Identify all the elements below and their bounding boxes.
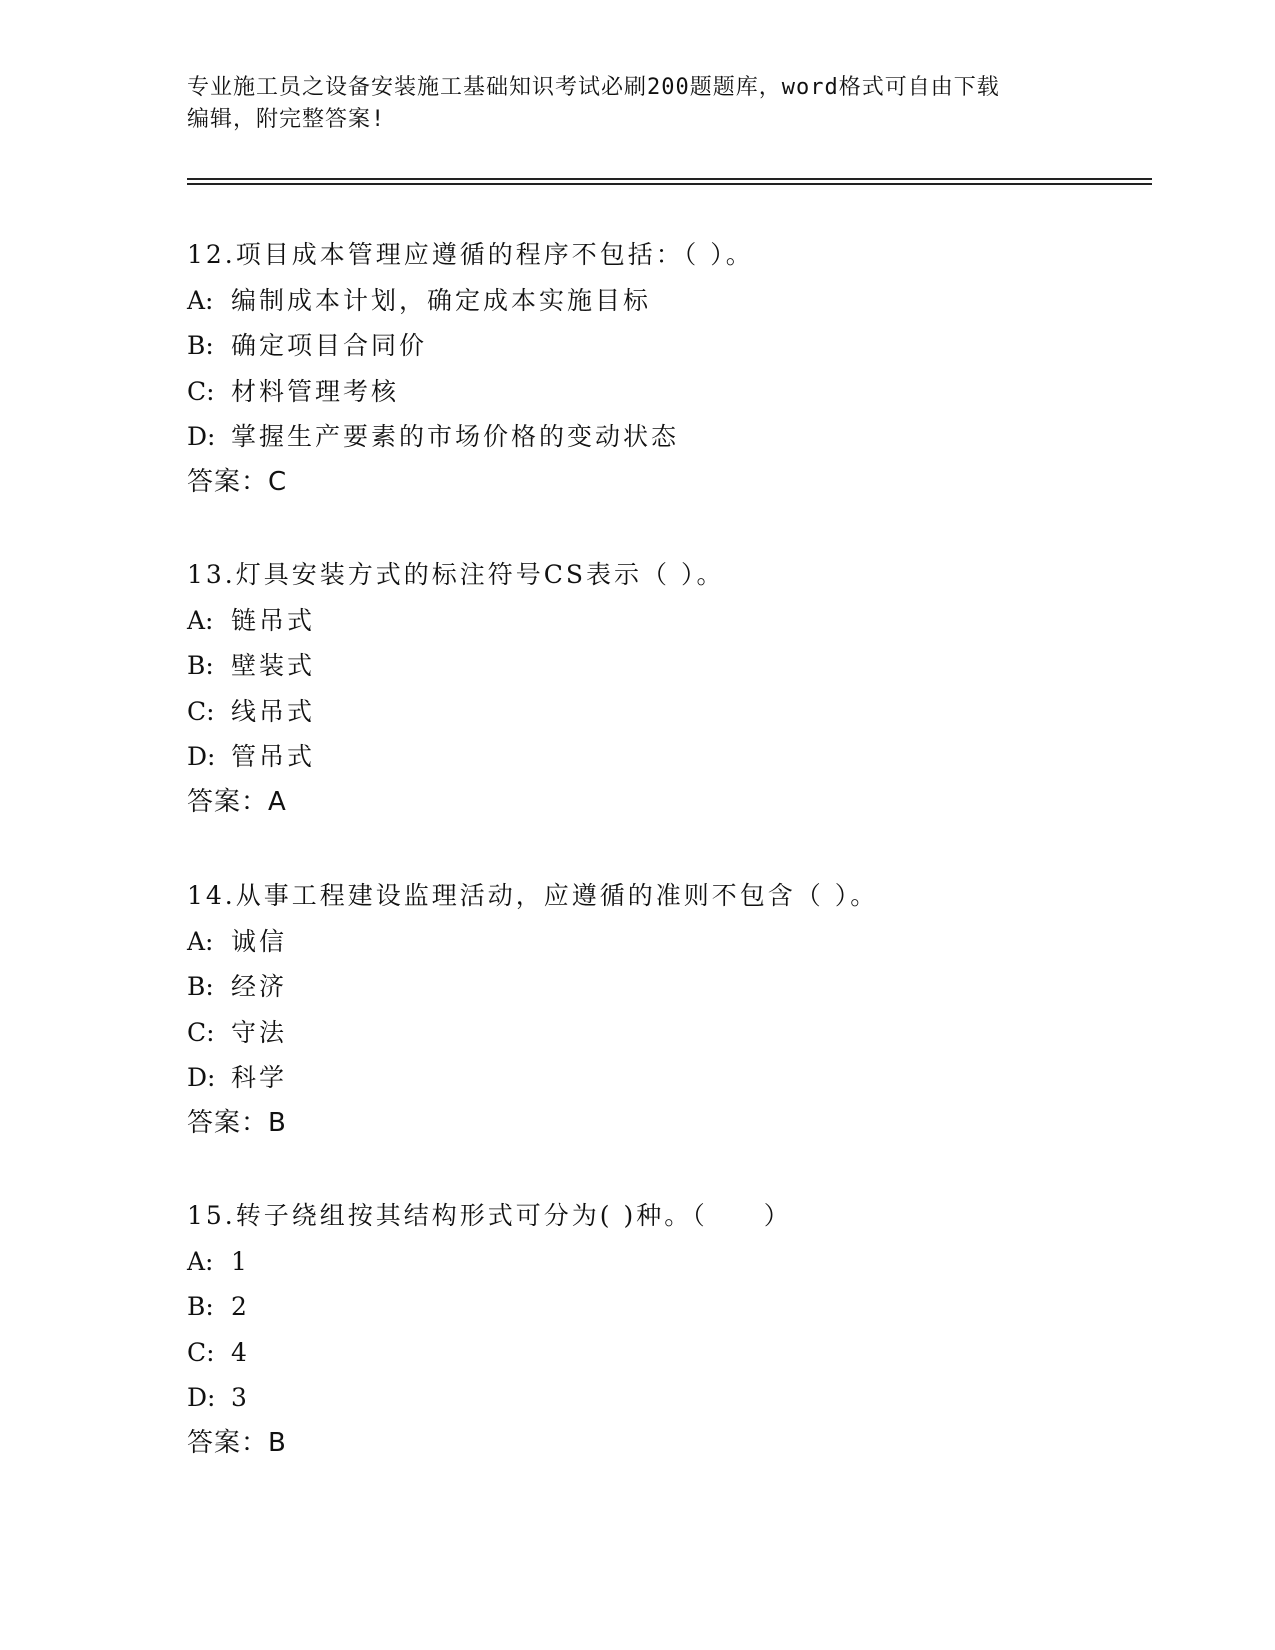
- option-text: 3: [231, 1383, 250, 1412]
- header-title-line-1: 专业施工员之设备安装施工基础知识考试必刷200题题库，word格式可自由下载: [187, 75, 1000, 100]
- option-text: 2: [231, 1292, 250, 1321]
- option-letter: A:: [187, 605, 214, 635]
- question-option: [187, 278, 1147, 324]
- document-header: [187, 72, 1087, 136]
- option-letter: D:: [187, 1383, 216, 1412]
- question-option: [187, 1055, 1147, 1101]
- option-letter: B:: [187, 651, 214, 680]
- question-stem: 15.转子绕组按其结构形式可分为( )种。（ ）: [187, 1201, 792, 1230]
- header-divider-bottom: [187, 183, 1152, 185]
- question-answer: 答案：B: [187, 1427, 287, 1458]
- option-letter: D:: [187, 1063, 216, 1092]
- option-text: 1: [231, 1246, 250, 1276]
- question-option: [187, 734, 1147, 780]
- question-option: [187, 323, 1147, 369]
- option-text: 编制成本计划，确定成本实施目标: [231, 285, 652, 315]
- option-letter: A:: [187, 285, 214, 315]
- question-stem: 13.灯具安装方式的标注符号CS表示（ ）。: [187, 560, 725, 589]
- option-letter: A:: [187, 1246, 214, 1276]
- option-text: 守法: [231, 1017, 288, 1047]
- question-stem: 14.从事工程建设监理活动，应遵循的准则不包含（ ）。: [187, 881, 879, 910]
- question-option: [187, 598, 1147, 644]
- question-item: [187, 1193, 1147, 1466]
- question-option: [187, 919, 1147, 965]
- option-text: 4: [231, 1337, 250, 1367]
- question-option: [187, 414, 1147, 460]
- question-answer: 答案：C: [187, 466, 288, 497]
- question-answer: 答案：B: [187, 1107, 287, 1138]
- option-text: 管吊式: [231, 742, 316, 771]
- option-text: 科学: [231, 1063, 288, 1092]
- option-text: 经济: [231, 972, 288, 1001]
- option-letter: C:: [187, 1017, 215, 1047]
- question-option: [187, 1284, 1147, 1330]
- question-option: [187, 964, 1147, 1010]
- option-letter: B:: [187, 331, 214, 360]
- option-text: 确定项目合同价: [231, 331, 428, 360]
- option-letter: C:: [187, 1337, 215, 1367]
- option-text: 材料管理考核: [231, 376, 400, 406]
- option-text: 诚信: [231, 926, 288, 956]
- question-option: [187, 1239, 1147, 1285]
- question-option: [187, 1330, 1147, 1376]
- option-letter: D:: [187, 422, 216, 451]
- option-letter: B:: [187, 972, 214, 1001]
- option-letter: A:: [187, 926, 214, 956]
- question-stem: 12.项目成本管理应遵循的程序不包括：（ ）。: [187, 240, 754, 269]
- question-answer: 答案：A: [187, 786, 287, 817]
- question-option: [187, 1010, 1147, 1056]
- option-text: 线吊式: [231, 696, 316, 726]
- option-text: 壁装式: [231, 651, 316, 680]
- header-title-line-2: 编辑，附完整答案!: [187, 107, 386, 132]
- question-option: [187, 689, 1147, 735]
- question-option: [187, 1375, 1147, 1421]
- option-letter: D:: [187, 742, 216, 771]
- option-letter: B:: [187, 1292, 214, 1321]
- question-item: [187, 873, 1147, 1146]
- option-text: 链吊式: [231, 605, 316, 635]
- option-text: 掌握生产要素的市场价格的变动状态: [231, 422, 680, 451]
- option-letter: C:: [187, 376, 215, 406]
- option-letter: C:: [187, 696, 215, 726]
- question-option: [187, 643, 1147, 689]
- header-divider-top: [187, 178, 1152, 180]
- question-option: [187, 369, 1147, 415]
- question-item: [187, 552, 1147, 825]
- question-item: [187, 232, 1147, 505]
